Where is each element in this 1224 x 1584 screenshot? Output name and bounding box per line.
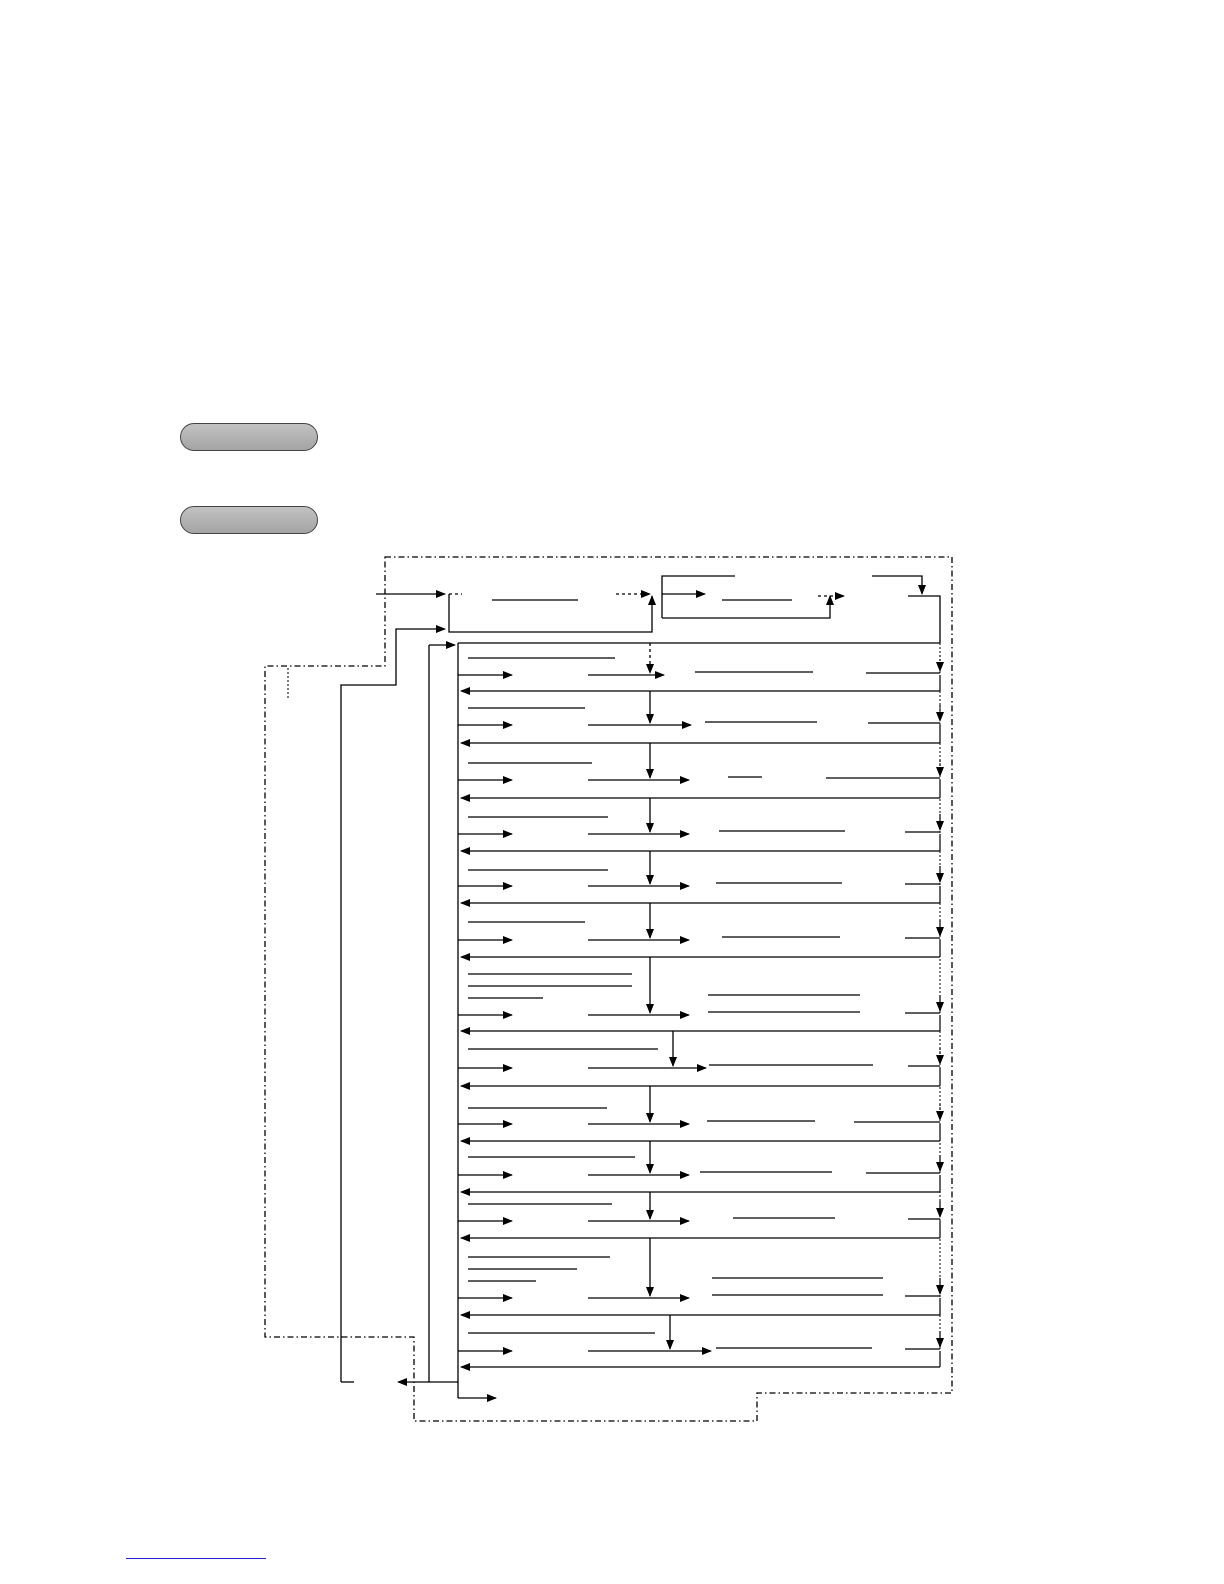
header-right-link [908,596,940,643]
header-split-box [662,576,735,618]
footer-link-rule [126,1558,266,1559]
boundary-outline [265,557,952,1421]
flow-rows [458,643,940,1367]
header-bottom-loop [662,596,830,618]
header-top-arrow [872,576,922,594]
